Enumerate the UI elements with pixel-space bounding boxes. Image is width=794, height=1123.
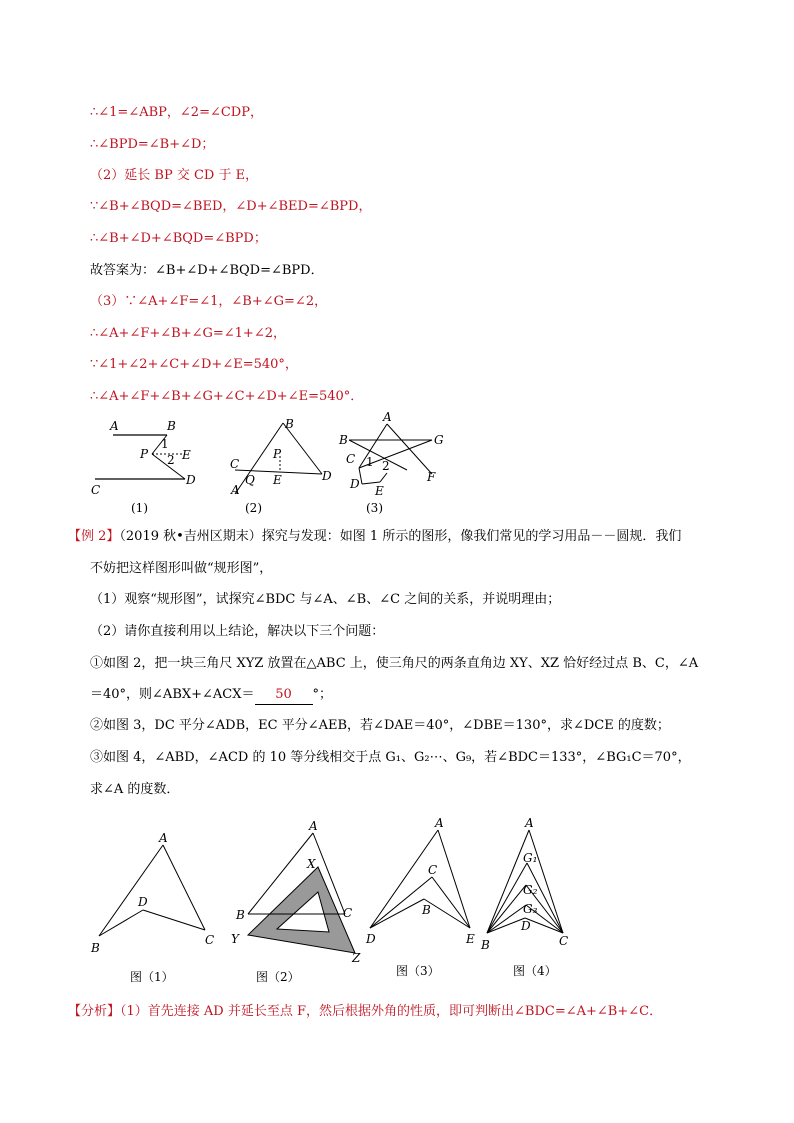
fig1-label-C: C [91, 483, 101, 497]
bfig3-label-E: E [466, 932, 475, 946]
bfig1-label-B: B [91, 941, 100, 955]
bfig3-label-D: D [366, 932, 376, 946]
fig1-label-P: P [140, 447, 149, 461]
question-2a-post: °； [312, 687, 333, 702]
fig2-label-B: B [285, 417, 294, 431]
fig1-label-B: B [167, 419, 176, 433]
bottom-figure-1 [85, 830, 225, 990]
example-intro-1: 探究与发现：如图 1 所示的图形，像我们常见的学习用品－－圆规．我们 [261, 529, 682, 544]
example-source: （2019 秋•吉州区期末） [119, 529, 262, 544]
bottom-figure-4 [477, 815, 592, 980]
fig3-label-E: E [375, 484, 384, 498]
solution-line-3: （2）延长 BP 交 CD 于 E， [90, 168, 259, 183]
bfig2-label-B: B [236, 908, 245, 922]
question-2b: ②如图 3，DC 平分∠ADB，EC 平分∠AEB，若∠DAE＝40°，∠DBE＝130°，求∠DCE 的度数； [90, 718, 670, 733]
question-2a-answer: 50 [255, 686, 313, 705]
fig3-label-B: B [339, 433, 348, 447]
top-figure-1 [85, 412, 210, 517]
solution-line-5: ∴∠B+∠D+∠BQD=∠BPD； [90, 231, 267, 246]
fig3-label-G: G [434, 433, 444, 447]
fig2-label-Q: Q [245, 473, 255, 487]
fig1-label-E: E [182, 448, 191, 462]
question-2: （2）请你直接利用以上结论，解决以下三个问题： [90, 624, 385, 639]
question-2c-line-2: 求∠A 的度数． [90, 782, 180, 797]
bfig4-label-D: D [521, 919, 531, 933]
bfig1-label-A: A [159, 831, 168, 845]
top-figure-2 [225, 412, 340, 517]
solution-line-9: ∵∠1+∠2+∠C+∠D+∠E=540°， [90, 357, 298, 372]
bfig4-caption: 图（4） [513, 964, 557, 978]
bfig2-label-C: C [343, 906, 353, 920]
fig2-label-C: C [230, 457, 240, 471]
fig3-label-1: 1 [366, 455, 374, 469]
fig3-label-A: A [383, 410, 392, 424]
fig2-label-A: A [231, 483, 240, 497]
fig2-label-E: E [273, 473, 282, 487]
bfig4-label-G1: G₁ [523, 851, 538, 865]
example-first-line [68, 528, 681, 546]
example-intro-2: 不妨把这样图形叫做“规形图”， [90, 561, 273, 576]
bfig2-caption: 图（2） [256, 970, 300, 984]
fig3-label-D: D [350, 477, 360, 491]
fig1-label-2: 2 [167, 453, 175, 467]
solution-line-6: 故答案为：∠B+∠D+∠BQD=∠BPD． [90, 263, 324, 278]
fig2-label-D: D [322, 469, 332, 483]
solution-line-1: ∴∠1=∠ABP，∠2=∠CDP， [90, 105, 263, 120]
bfig4-label-G3: G₃ [523, 902, 538, 916]
question-1: （1）观察“规形图”，试探究∠BDC 与∠A、∠B、∠C 之间的关系，并说明理由； [90, 592, 561, 607]
question-2c-line-1: ③如图 4，∠ABD，∠ACD 的 10 等分线相交于点 G₁、G₂⋯、G₉，若∠BDC＝133°，∠BG₁C＝70°， [90, 750, 691, 765]
fig2-caption: (2) [245, 501, 262, 515]
fig2-label-P: P [273, 447, 282, 461]
question-2a-pre: ＝40°，则∠ABX+∠ACX＝ [90, 687, 255, 702]
bfig2-label-X: X [307, 857, 316, 871]
bottom-figure-3 [360, 815, 490, 980]
question-2a-line-1: ①如图 2，把一块三角尺 XYZ 放置在△ABC 上，使三角尺的两条直角边 XY、XZ 恰好经过点 B、C，∠A [90, 656, 699, 671]
example-tag: 【例 2】 [68, 529, 120, 544]
solution-line-7: （3）∵∠A+∠F=∠1，∠B+∠G=∠2， [90, 294, 328, 309]
bfig3-label-B: B [422, 903, 431, 917]
fig1-label-D: D [186, 473, 196, 487]
bfig4-label-G2: G₂ [523, 883, 538, 897]
top-figure-3 [335, 410, 450, 517]
analysis-line [68, 1003, 662, 1021]
bottom-figure-2 [225, 815, 370, 985]
solution-line-8: ∴∠A+∠F+∠B+∠G=∠1+∠2， [90, 326, 286, 341]
bfig1-label-C: C [205, 933, 215, 947]
bfig1-label-D: D [138, 895, 148, 909]
bfig1-caption: 图（1） [130, 970, 174, 984]
bfig4-label-C: C [559, 934, 569, 948]
solution-line-2: ∴∠BPD=∠B+∠D； [90, 137, 215, 152]
fig3-caption: (3) [366, 501, 383, 515]
bfig2-label-A: A [309, 819, 318, 833]
analysis-text: （1）首先连接 AD 并延长至点 F，然后根据外角的性质，即可判断出∠BDC=∠A+∠B+∠C． [120, 1004, 663, 1019]
bfig4-label-B: B [481, 938, 490, 952]
solution-line-10: ∴∠A+∠F+∠B+∠G+∠C+∠D+∠E=540°． [90, 389, 364, 404]
bfig3-label-A: A [435, 816, 444, 830]
bfig2-label-Z: Z [352, 951, 361, 965]
fig3-label-F: F [427, 470, 436, 484]
analysis-tag: 【分析】 [68, 1004, 121, 1019]
bfig3-label-C: C [428, 863, 438, 877]
bfig4-label-A: A [525, 816, 534, 830]
solution-line-4: ∵∠B+∠BQD=∠BED，∠D+∠BED=∠BPD， [90, 199, 372, 214]
fig1-label-A: A [110, 419, 119, 433]
question-2a-line-2 [90, 686, 332, 705]
fig1-caption: (1) [131, 501, 148, 515]
bfig3-caption: 图（3） [396, 964, 440, 978]
bfig2-label-Y: Y [231, 932, 239, 946]
fig3-label-2: 2 [382, 459, 390, 473]
fig1-label-1: 1 [161, 437, 169, 451]
fig3-label-C: C [346, 452, 356, 466]
